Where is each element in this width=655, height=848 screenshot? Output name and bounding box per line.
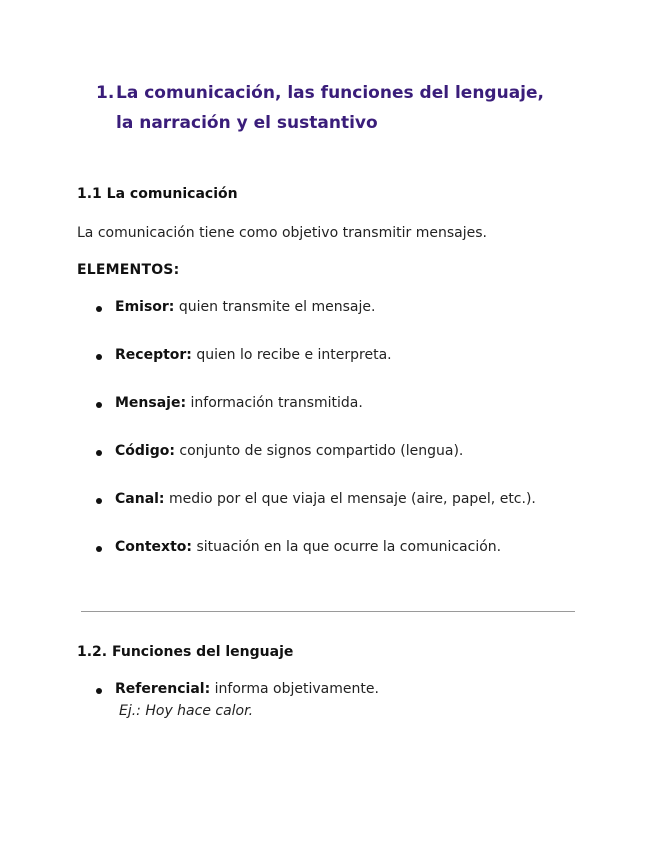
list-item-term: Contexto: [115,539,192,555]
list-item-desc: informa objetivamente. [214,681,379,697]
list-item-term: Referencial: [115,681,211,697]
elements-label: ELEMENTOS: [77,262,180,278]
title-text: La comunicación, las funciones del lenguaje, la narración y el sustantivo [116,83,544,133]
list-item-desc: situación en la que ocurre la comunicación. [196,539,502,555]
intro-paragraph: La comunicación tiene como objetivo transmitir mensajes. [77,225,487,241]
list-item-desc: conjunto de signos compartido (lengua). [179,443,464,459]
list-item [96,539,536,587]
list-item-term: Receptor: [115,347,192,363]
list-item-example: Ej.: Hoy hace calor. [119,703,254,719]
list-item-term: Código: [115,443,175,459]
list-item [96,347,536,395]
list-item [96,395,536,443]
list-item-desc: quien transmite el mensaje. [178,299,376,315]
functions-list [96,681,379,719]
list-item-term: Canal: [115,491,165,507]
section-heading-funciones: 1.2. Funciones del lenguaje [77,644,294,660]
document-title [96,78,566,138]
list-item-desc: medio por el que viaja el mensaje (aire, papel, etc.). [169,491,536,507]
title-number: 1. [96,83,115,103]
list-item-term: Mensaje: [115,395,187,411]
elements-list [96,299,536,587]
section-divider [81,611,575,612]
list-item-term: Emisor: [115,299,175,315]
section-heading-comunicacion: 1.1 La comunicación [77,186,238,202]
list-item [96,681,379,719]
list-item-desc: información transmitida. [190,395,363,411]
list-item [96,299,536,347]
list-item [96,443,536,491]
list-item [96,491,536,539]
list-item-desc: quien lo recibe e interpreta. [196,347,392,363]
